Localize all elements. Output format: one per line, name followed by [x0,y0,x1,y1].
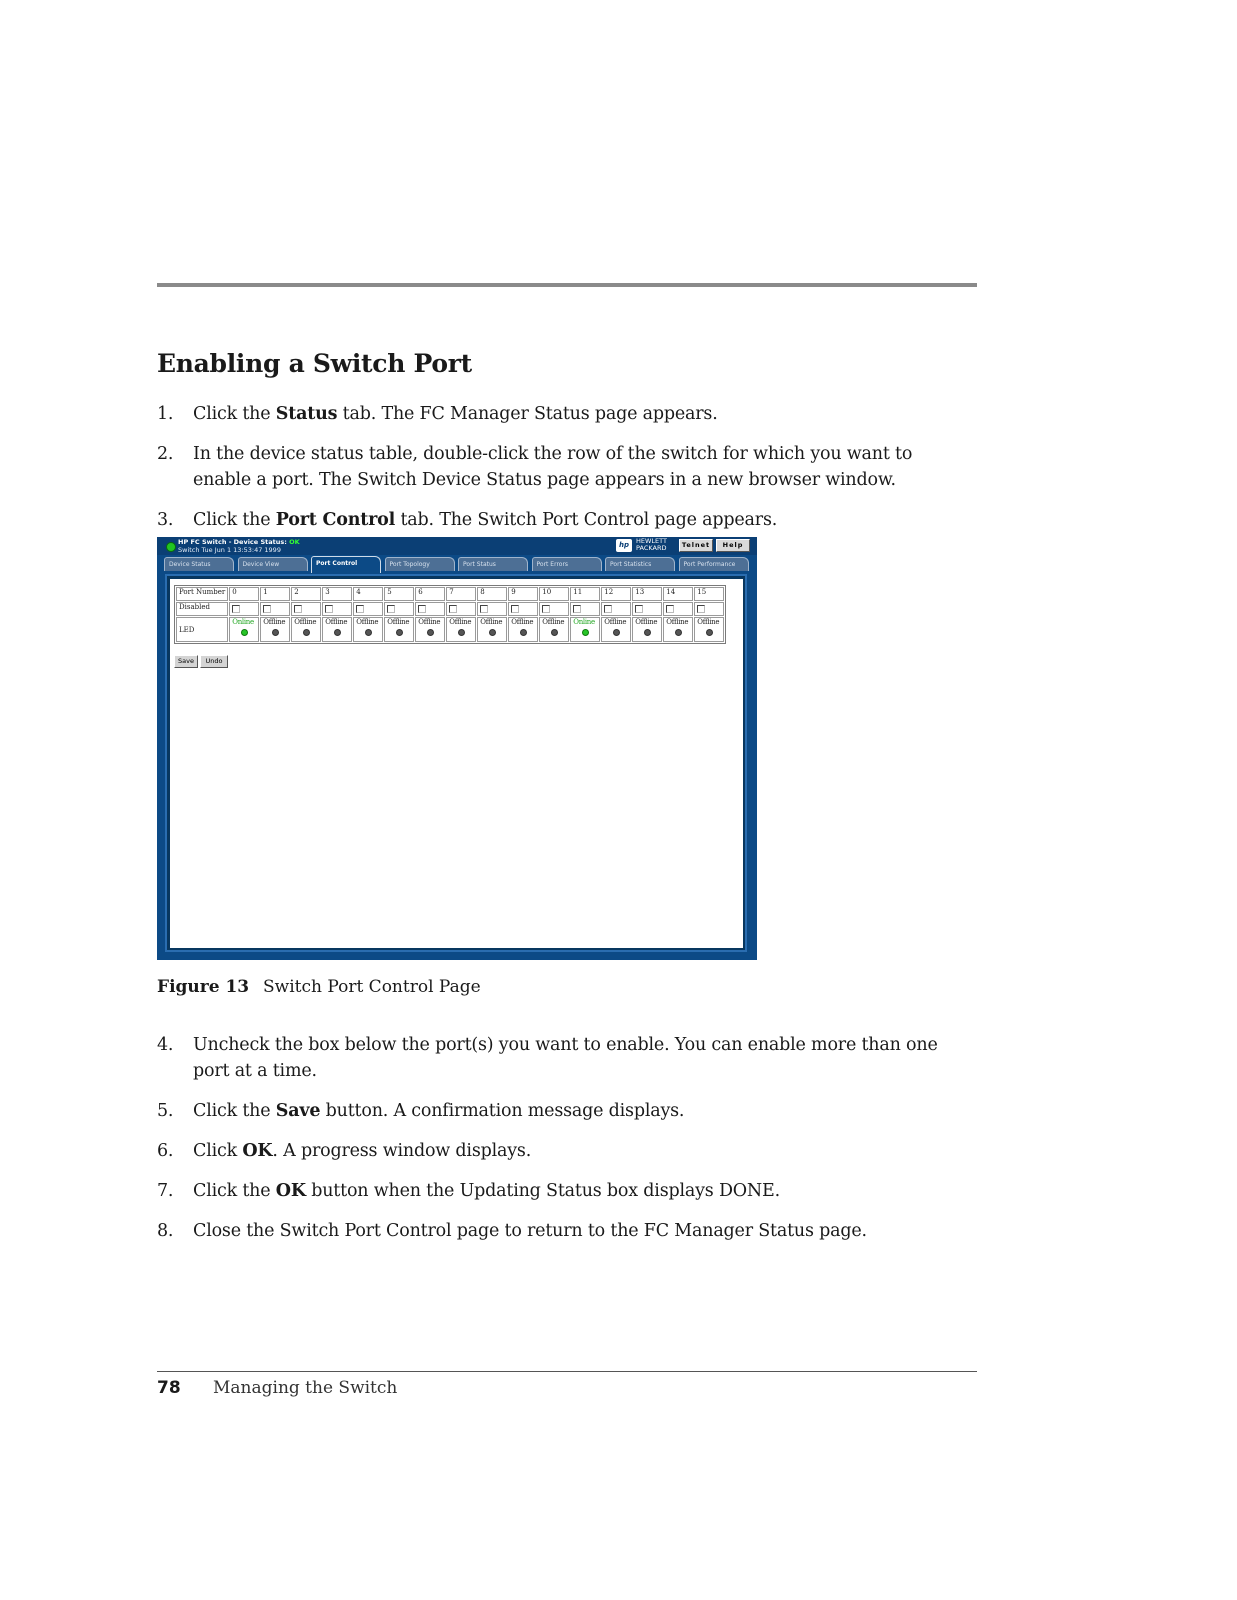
disabled-checkbox[interactable] [480,605,488,613]
step-number: 3. [157,510,174,530]
led-indicator-icon [272,629,279,636]
step-text: . A progress window displays. [272,1141,532,1161]
led-indicator-icon [644,629,651,636]
led-indicator-icon [551,629,558,636]
undo-button[interactable]: Undo [200,655,228,668]
device-status-title: HP FC Switch - Device Status: OK [178,538,300,546]
disabled-checkbox[interactable] [263,605,271,613]
step-item [157,1178,957,1204]
step-number: 4. [157,1035,174,1055]
led-cell [539,617,569,642]
led-indicator-icon [582,629,589,636]
led-label: LED [176,617,228,642]
save-button[interactable]: Save [174,655,198,668]
tab-port-statistics[interactable]: Port Statistics [605,557,675,571]
led-indicator-icon [396,629,403,636]
disabled-checkbox[interactable] [387,605,395,613]
disabled-cell [632,602,662,616]
step-text: Click [193,1141,243,1161]
disabled-checkbox[interactable] [635,605,643,613]
step-text: button when the Updating Status box displays DONE. [305,1181,780,1201]
led-cell [322,617,352,642]
step-text: Click the [193,1101,276,1121]
led-status-text: Offline [418,618,441,626]
tab-port-control[interactable]: Port Control [311,556,381,573]
led-cell [477,617,507,642]
step-text: Close the Switch Port Control page to return to the FC Manager Status page. [193,1221,867,1241]
led-status-text: Offline [449,618,472,626]
figure-label: Figure 13 [157,977,250,997]
disabled-checkbox[interactable] [573,605,581,613]
led-status-text: Offline [666,618,689,626]
disabled-cell [384,602,414,616]
step-number: 5. [157,1101,174,1121]
disabled-checkbox[interactable] [542,605,550,613]
led-cell [260,617,290,642]
disabled-label: Disabled [176,602,228,616]
footer-section-title: Managing the Switch [213,1378,398,1398]
disabled-cell [539,602,569,616]
port-number-cell: 10 [539,587,569,601]
led-cell [570,617,600,642]
port-control-screenshot [157,537,757,960]
telnet-button[interactable]: Telnet [679,539,713,552]
disabled-cell [601,602,631,616]
port-number-cell: 1 [260,587,290,601]
disabled-checkbox[interactable] [697,605,705,613]
disabled-cell [663,602,693,616]
port-number-cell: 14 [663,587,693,601]
disabled-cell [322,602,352,616]
disabled-checkbox[interactable] [418,605,426,613]
port-number-cell: 11 [570,587,600,601]
disabled-cell [415,602,445,616]
led-status-text: Offline [387,618,410,626]
disabled-checkbox[interactable] [356,605,364,613]
disabled-checkbox[interactable] [449,605,457,613]
tab-device-view[interactable]: Device View [238,557,308,571]
disabled-cell [477,602,507,616]
disabled-cell [291,602,321,616]
led-indicator-icon [675,629,682,636]
steps-list-top [157,401,957,547]
led-status-text: Online [232,618,254,626]
port-number-cell: 15 [694,587,724,601]
led-cell [663,617,693,642]
help-button[interactable]: Help [716,539,750,552]
led-cell [508,617,538,642]
step-number: 7. [157,1181,174,1201]
led-status-text: Offline [263,618,286,626]
step-text: tab. The FC Manager Status page appears. [337,404,718,424]
tab-port-performance[interactable]: Port Performance [679,557,749,571]
port-number-cell: 3 [322,587,352,601]
led-indicator-icon [365,629,372,636]
led-status-text: Offline [635,618,658,626]
step-number: 6. [157,1141,174,1161]
disabled-checkbox[interactable] [294,605,302,613]
step-text: tab. The Switch Port Control page appears. [395,510,778,530]
device-timestamp: Switch Tue Jun 1 13:53:47 1999 [178,546,281,554]
step-text: Click the [193,404,276,424]
led-cell [632,617,662,642]
port-number-label: Port Number [176,587,228,601]
led-cell [291,617,321,642]
step-emphasis: Status [275,404,338,424]
step-item [157,507,957,533]
led-status-text: Offline [325,618,348,626]
led-cell [229,617,259,642]
led-indicator-icon [458,629,465,636]
led-indicator-icon [489,629,496,636]
tab-bar [164,556,754,573]
section-heading: Enabling a Switch Port [157,349,472,378]
led-indicator-icon [303,629,310,636]
led-status-text: Offline [480,618,503,626]
step-text: Uncheck the box below the port(s) you want to enable. You can enable more than one port at a time. [193,1035,938,1081]
disabled-cell [229,602,259,616]
led-indicator-icon [427,629,434,636]
led-status-text: Offline [604,618,627,626]
step-text: button. A confirmation message displays. [320,1101,685,1121]
tab-port-status[interactable]: Port Status [458,557,528,571]
step-item [157,1138,957,1164]
disabled-cell [508,602,538,616]
disabled-checkbox[interactable] [511,605,519,613]
tab-port-errors[interactable]: Port Errors [532,557,602,571]
step-item [157,1218,957,1244]
device-header [157,537,757,555]
figure-title: Switch Port Control Page [263,977,481,997]
port-number-cell: 5 [384,587,414,601]
port-number-cell: 13 [632,587,662,601]
port-number-cell: 0 [229,587,259,601]
step-number: 8. [157,1221,174,1241]
disabled-cell [570,602,600,616]
led-cell [601,617,631,642]
step-emphasis: OK [242,1141,273,1161]
led-status-text: Offline [542,618,565,626]
led-cell [415,617,445,642]
steps-list-bottom [157,1032,957,1258]
step-text: Click the [193,1181,276,1201]
step-text: In the device status table, double-click the row of the switch for which you want to enable a port. The Switch Device Status page appears in a new browser window. [193,444,913,490]
step-item [157,401,957,427]
disabled-checkbox[interactable] [666,605,674,613]
led-status-text: Offline [511,618,534,626]
port-control-table [174,585,726,644]
step-item [157,1098,957,1124]
disabled-checkbox[interactable] [325,605,333,613]
port-number-cell: 2 [291,587,321,601]
page-number: 78 [157,1378,181,1398]
led-indicator-icon [241,629,248,636]
disabled-checkbox[interactable] [604,605,612,613]
disabled-cell [694,602,724,616]
hp-logo-icon: hp [616,539,632,552]
tab-device-status[interactable]: Device Status [164,557,234,571]
led-status-text: Offline [697,618,720,626]
disabled-checkbox[interactable] [232,605,240,613]
footer-rule [157,1371,977,1372]
top-rule [157,283,977,287]
step-emphasis: Port Control [275,510,396,530]
led-cell [446,617,476,642]
port-number-cell: 12 [601,587,631,601]
port-number-cell: 8 [477,587,507,601]
step-emphasis: OK [275,1181,306,1201]
step-item [157,441,957,493]
led-cell [353,617,383,642]
port-number-cell: 7 [446,587,476,601]
disabled-cell [353,602,383,616]
step-text: Click the [193,510,276,530]
led-indicator-icon [613,629,620,636]
figure-caption [157,977,481,997]
tab-port-topology[interactable]: Port Topology [385,557,455,571]
port-control-content [170,579,743,948]
led-status-text: Online [573,618,595,626]
port-number-cell: 4 [353,587,383,601]
device-status-ok: OK [289,538,300,546]
led-status-text: Offline [356,618,379,626]
port-number-cell: 9 [508,587,538,601]
disabled-cell [260,602,290,616]
led-cell [694,617,724,642]
led-indicator-icon [520,629,527,636]
led-indicator-icon [706,629,713,636]
step-number: 2. [157,444,174,464]
port-number-cell: 6 [415,587,445,601]
step-number: 1. [157,404,174,424]
disabled-cell [446,602,476,616]
step-item [157,1032,957,1084]
led-indicator-icon [334,629,341,636]
led-status-text: Offline [294,618,317,626]
device-status-dot-icon [166,542,176,552]
hp-brand-text: HEWLETT PACKARD [636,537,667,552]
step-emphasis: Save [275,1101,321,1121]
led-cell [384,617,414,642]
